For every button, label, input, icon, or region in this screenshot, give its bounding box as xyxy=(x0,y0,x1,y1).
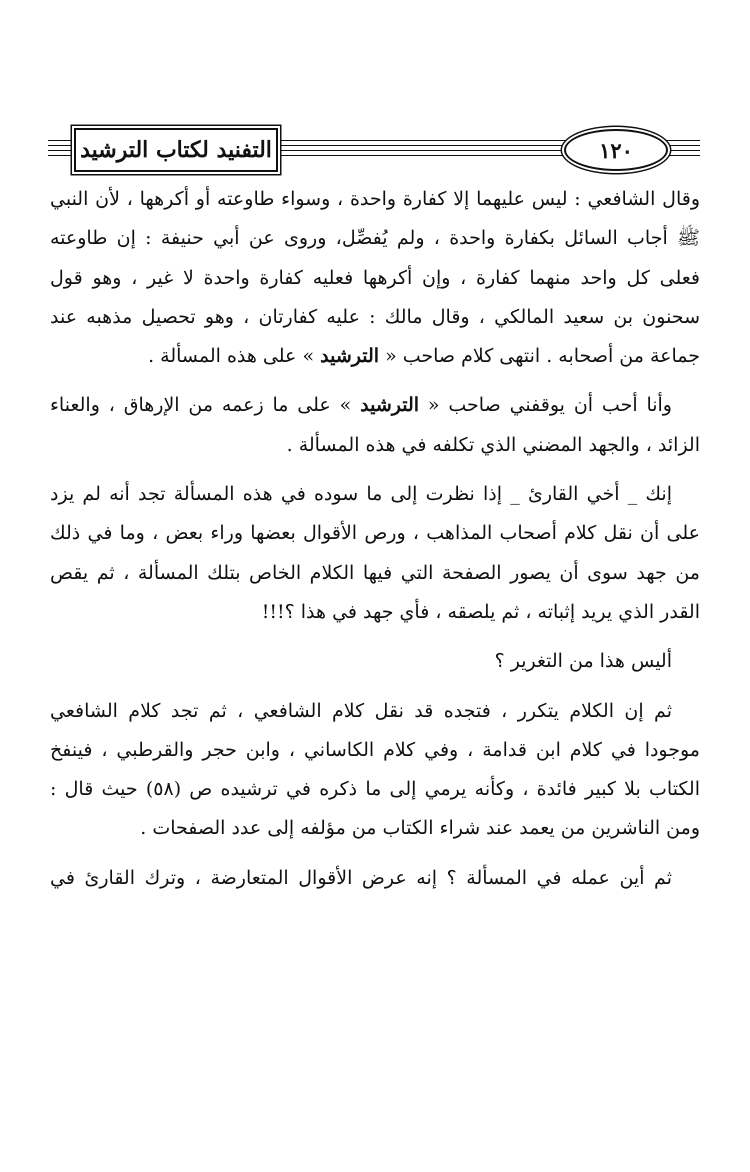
paragraph xyxy=(50,859,700,898)
emphasized-book-name: الترشيد xyxy=(320,345,380,368)
paragraph xyxy=(50,180,700,376)
paragraph-text: » على ما زعمه من الإرهاق ، والعناء الزائد ، والجهد المضني الذي تكلفه في هذه المسألة . xyxy=(50,394,700,456)
emphasized-book-name: الترشيد xyxy=(360,394,420,417)
page-header xyxy=(48,128,700,172)
paragraph-text: أليس هذا من التغرير ؟ xyxy=(494,650,672,673)
paragraph xyxy=(50,692,700,849)
paragraph-text: » على هذه المسألة . xyxy=(148,345,321,368)
page-number: ١٢٠ xyxy=(564,129,668,171)
paragraph-text: ثم إن الكلام يتكرر ، فتجده قد نقل كلام الشافعي ، ثم تجد كلام الشافعي موجودا في كلام ابن قدامة ، وفي كلام الكاساني ، وابن حجر والقرطبي ، فينفخ الكتاب بلا كبير فائدة ، وكأنه يرمي إلى ما ذكره في ترشيده ص (٥٨) حيث قال : ومن الناشرين من يعمد عند شراء الكتاب من مؤلفه إلى عدد الصفحات . xyxy=(50,699,700,840)
paragraph xyxy=(50,475,700,632)
paragraph-text: وأنا أحب أن يوقفني صاحب « xyxy=(419,394,672,417)
paragraph-text: وقال الشافعي : ليس عليهما إلا كفارة واحدة ، وسواء طاوعته أو أكرهها ، لأن النبي ﷺ أجاب السائل بكفارة واحدة ، ولم يُفصِّل، وروى عن أبي حنيفة : إن طاوعته فعلى كل واحد منهما كفارة ، وإن أكرهها فعليه كفارة واحدة لا غير ، وهو قول سحنون بن سعيد المالكي ، وقال مالك : عليه كفارتان ، وهو تحصيل مذهبه عند جماعة من أصحابه . انتهى كلام صاحب « xyxy=(50,188,700,368)
book-title: التفنيد لكتاب الترشيد xyxy=(74,128,278,172)
paragraph xyxy=(50,386,700,465)
paragraph-text: إنك _ أخي القارئ _ إذا نظرت إلى ما سوده في هذه المسألة تجد أنه لم يزد على أن نقل كلام أصحاب المذاهب ، ورص الأقوال بعضها وراء بعض ، وما في ذلك من جهد سوى أن يصور الصفحة التي فيها الكلام الخاص بتلك المسألة ، ثم يقص القدر الذي يريد إثباته ، ثم يلصقه ، فأي جهد في هذا ؟!!! xyxy=(50,483,700,623)
paragraph-text: ثم أين عمله في المسألة ؟ إنه عرض الأقوال المتعارضة ، وترك القارئ في xyxy=(50,866,672,889)
paragraph xyxy=(50,642,700,681)
page-body xyxy=(50,180,700,898)
